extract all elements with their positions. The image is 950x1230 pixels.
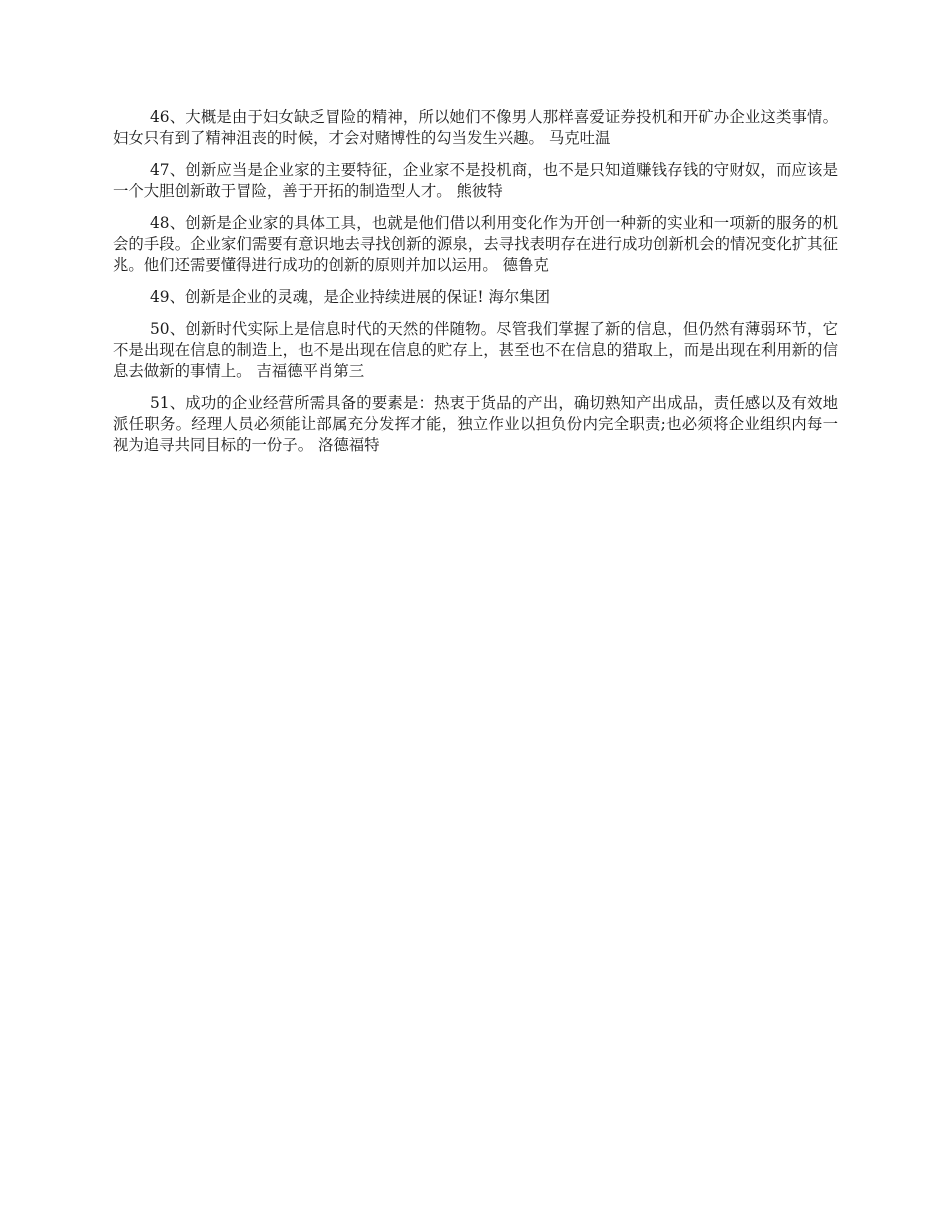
quote-paragraph-46: 46、大概是由于妇女缺乏冒险的精神，所以她们不像男人那样喜爱证券投机和开矿办企业这类事情。妇女只有到了精神沮丧的时候，才会对赌博性的勾当发生兴趣。 马克吐温	[113, 108, 838, 147]
quote-paragraph-50: 50、创新时代实际上是信息时代的天然的伴随物。尽管我们掌握了新的信息，但仍然有薄弱环节，它不是出现在信息的制造上，也不是出现在信息的贮存上，甚至也不在信息的猎取上，而是出现在利用新的信息去做新的事情上。 吉福德平肖第三	[113, 320, 838, 380]
quote-paragraph-49: 49、创新是企业的灵魂，是企业持续进展的保证! 海尔集团	[150, 288, 551, 306]
quote-paragraph-48: 48、创新是企业家的具体工具，也就是他们借以利用变化作为开创一种新的实业和一项新的服务的机会的手段。企业家们需要有意识地去寻找创新的源泉，去寻找表明存在进行成功创新机会的情况变化扩其征兆。他们还需要懂得进行成功的创新的原则并加以运用。 德鲁克	[113, 214, 838, 274]
quote-paragraph-47: 47、创新应当是企业家的主要特征，企业家不是投机商，也不是只知道赚钱存钱的守财奴，而应该是一个大胆创新敢于冒险，善于开拓的制造型人才。 熊彼特	[113, 161, 838, 200]
quote-paragraph-51: 51、成功的企业经营所需具备的要素是：热衷于货品的产出，确切熟知产出成品，责任感以及有效地派任职务。经理人员必须能让部属充分发挥才能，独立作业以担负份内完全职责;也必须将企业组织内每一视为追寻共同目标的一份子。 洛德福特	[113, 394, 838, 454]
